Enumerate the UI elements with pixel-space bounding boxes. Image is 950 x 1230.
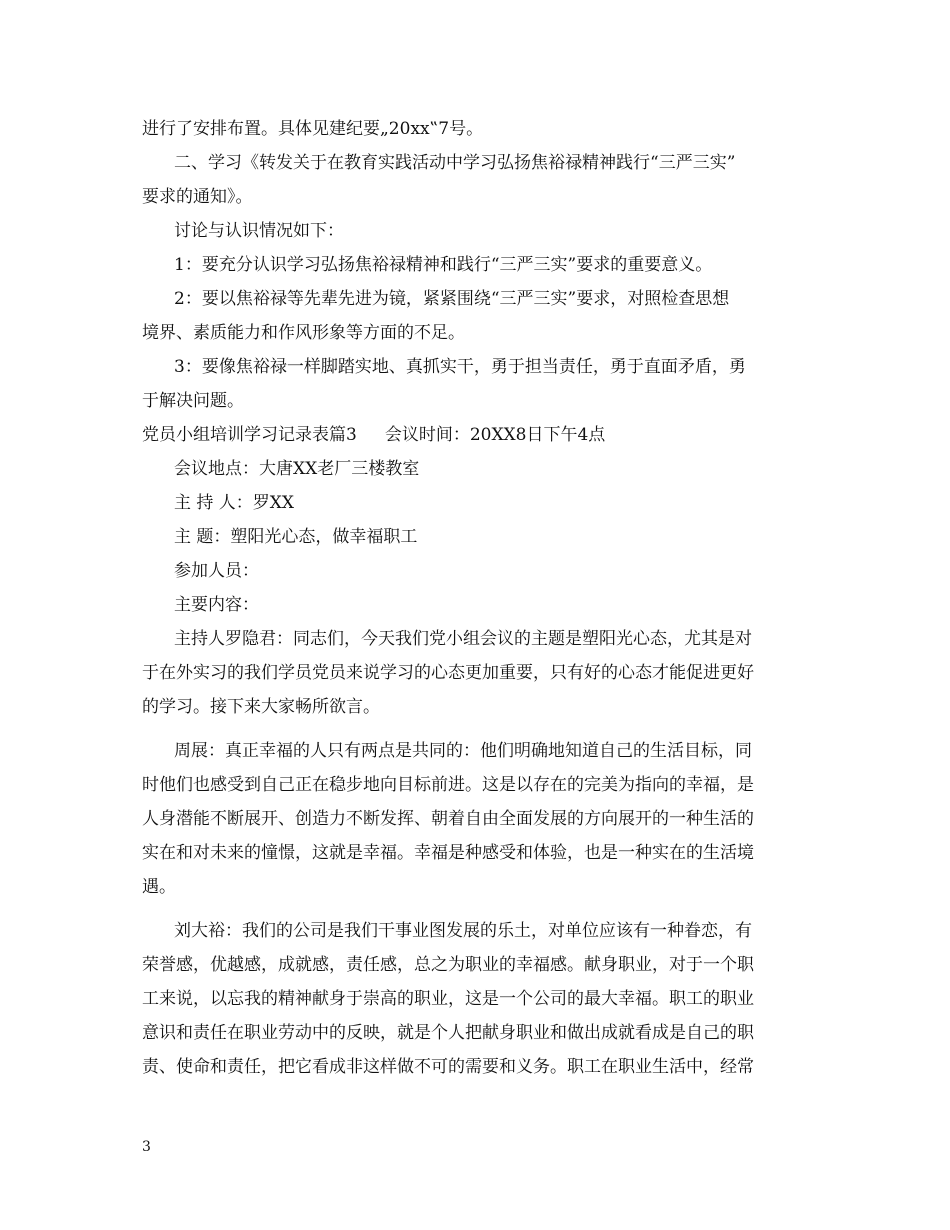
text-line: 二、学习《转发关于在教育实践活动中学习弘扬焦裕禄精神践行“三严三实” (174, 153, 736, 173)
text-line: 于解决问题。 (142, 391, 244, 411)
text-line: 境界、素质能力和作风形象等方面的不足。 (142, 323, 465, 343)
text-line: 讨论与认识情况如下： (174, 221, 344, 241)
text-line: 荣誉感，优越感，成就感，责任感，总之为职业的幸福感。献身职业，对于一个职 (142, 955, 754, 975)
section-heading-line (142, 418, 810, 452)
meeting-topic: 主 题：塑阳光心态，做幸福职工 (174, 527, 418, 547)
text-line: 实在和对未来的憧憬，这就是幸福。幸福是种感受和体验，也是一种实在的生活境 (142, 843, 754, 863)
text-line: 人身潜能不断展开、创造力不断发挥、朝着自由全面发展的方向展开的一种生活的 (142, 809, 754, 829)
meeting-attendees: 参加人员： (174, 561, 259, 581)
text-line: 进行了安排布置。具体见建纪要„20xx‟7号。 (142, 119, 484, 139)
text-line: 要求的通知》。 (142, 187, 253, 207)
text-line: 刘大裕：我们的公司是我们干事业图发展的乐土，对单位应该有一种眷恋，有 (174, 921, 752, 941)
text-line: 主持人罗隐君：同志们，今天我们党小组会议的主题是塑阳光心态，尤其是对 (174, 629, 752, 649)
text-line: 的学习。接下来大家畅所欲言。 (142, 697, 380, 717)
text-line: 1：要充分认识学习弘扬焦裕禄精神和践行“三严三实”要求的重要意义。 (174, 255, 713, 275)
text-line: 意识和责任在职业劳动中的反映，就是个人把献身职业和做出成就看成是自己的职 (142, 1023, 754, 1043)
text-line: 于在外实习的我们学员党员来说学习的心态更加重要，只有好的心态才能促进更好 (142, 663, 754, 683)
section-heading: 党员小组培训学习记录表篇3 (142, 425, 357, 445)
page-number: 3 (142, 1139, 151, 1155)
text-line: 3：要像焦裕禄一样脚踏实地、真抓实干，勇于担当责任，勇于直面矛盾，勇 (174, 357, 746, 377)
text-line: 遇。 (142, 877, 176, 897)
meeting-content-label: 主要内容： (174, 595, 259, 615)
text-line: 2：要以焦裕禄等先辈先进为镜，紧紧围绕“三严三实”要求，对照检查思想 (174, 289, 730, 309)
document-body (142, 112, 810, 1084)
text-line: 责、使命和责任，把它看成非这样做不可的需要和义务。职工在职业生活中，经常 (142, 1057, 754, 1077)
text-line: 周展：真正幸福的人只有两点是共同的：他们明确地知道自己的生活目标，同 (174, 741, 752, 761)
text-line: 工来说，以忘我的精神献身于崇高的职业，这是一个公司的最大幸福。职工的职业 (142, 989, 754, 1009)
meeting-time: 会议时间：20XX8日下午4点 (384, 425, 606, 445)
meeting-host: 主 持 人：罗XX (174, 493, 295, 513)
meeting-location: 会议地点：大唐XX老厂三楼教室 (174, 459, 420, 479)
text-line: 时他们也感受到自己正在稳步地向目标前进。这是以存在的完美为指向的幸福，是 (142, 775, 754, 795)
